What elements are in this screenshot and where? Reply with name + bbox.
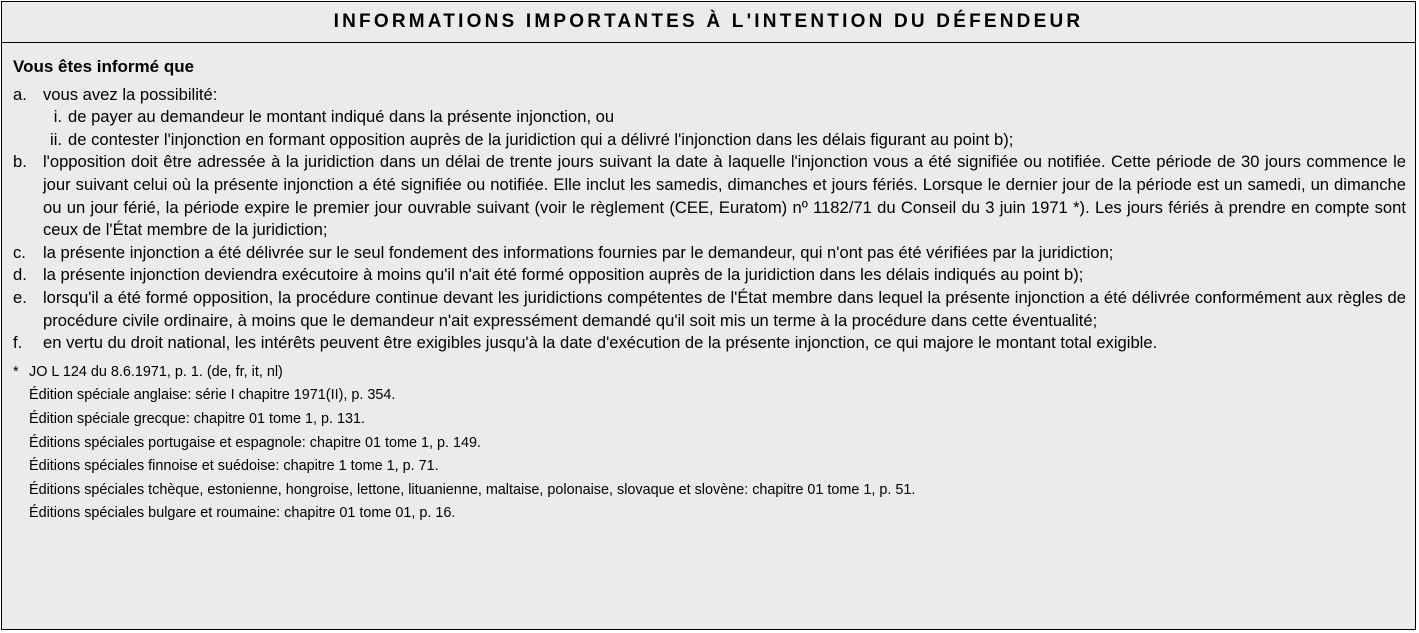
list-item-b [13, 151, 1406, 241]
list-item-text: en vertu du droit national, les intérêts peuvent être exigibles jusqu'à la date d'exécution de la présente injonction, ce qui majore le montant total exigible. [43, 333, 1158, 353]
list-marker: e. [13, 287, 27, 307]
list-marker: f. [13, 333, 23, 353]
list-item-f [13, 332, 1406, 355]
footnote-marker: * [13, 363, 19, 380]
list-marker: c. [13, 242, 26, 262]
list-marker: a. [13, 84, 27, 104]
sub-item-text: de contester l'injonction en formant opposition auprès de la juridiction qui a délivré l'injonction dans les délais figurant au point b); [68, 129, 1014, 149]
footnote-line: Édition spéciale grecque: chapitre 01 tome 1, p. 131. [29, 410, 365, 427]
list-item-a [13, 84, 1406, 107]
title-bar [2, 2, 1415, 43]
footnote-block [13, 361, 1406, 526]
list-item-text: vous avez la possibilité: [43, 84, 218, 104]
sub-item-ii [43, 129, 1406, 152]
sub-marker: ii. [50, 129, 62, 149]
list-item-d [13, 264, 1406, 287]
footnote-line: Éditions spéciales tchèque, estonienne, hongroise, lettone, lituanienne, maltaise, polonaise, slovaque et slovène: chapitre 01 tome 1, p. 51. [29, 481, 916, 498]
list-marker: d. [13, 265, 27, 285]
intro-heading: Vous êtes informé que [13, 57, 195, 76]
list-item-c [13, 242, 1406, 265]
notice-title: INFORMATIONS IMPORTANTES À L'INTENTION DU DÉFENDEUR [333, 11, 1084, 32]
footnote-first-row [13, 361, 1406, 385]
list-item-e [13, 287, 1406, 332]
notice-box [1, 1, 1416, 630]
list-marker: b. [13, 152, 27, 172]
sub-item-text: de payer au demandeur le montant indiqué dans la présente injonction, ou [68, 107, 615, 127]
notice-content [2, 43, 1415, 526]
footnote-line: Éditions spéciales finnoise et suédoise: chapitre 1 tome 1, p. 71. [29, 458, 439, 475]
footnote-line: JO L 124 du 8.6.1971, p. 1. (de, fr, it, nl) [29, 363, 283, 380]
list-item-text: lorsqu'il a été formé opposition, la procédure continue devant les juridictions compétentes de l'État membre dans lequel la présente injonction a été délivrée conformément aux règles de procédure civile ordinaire, à moins que le demandeur n'ait expressément demandé qu'il soit mis un terme à la procédure dans cette éventualité; [43, 287, 1406, 330]
sub-item-i [43, 106, 1406, 129]
list-item-text: la présente injonction a été délivrée sur le seul fondement des informations fournies par le demandeur, qui n'ont pas été vérifiées par la juridiction; [43, 242, 1114, 262]
footnote-line: Éditions spéciales portugaise et espagnole: chapitre 01 tome 1, p. 149. [29, 434, 481, 451]
footnote-line: Éditions spéciales bulgare et roumaine: chapitre 01 tome 01, p. 16. [29, 505, 456, 522]
footnote-line: Édition spéciale anglaise: série I chapitre 1971(II), p. 354. [29, 387, 396, 404]
sub-marker: i. [53, 107, 62, 127]
list-item-text: l'opposition doit être adressée à la juridiction dans un délai de trente jours suivant la date à laquelle l'injonction vous a été signifiée ou notifiée. Cette période de 30 jours commence le jour suivant celui où la présente injonction a été signifiée ou notifiée. Elle inclut les samedis, dimanches et jours fériés. Lorsque le dernier jour de la période est un samedi, un dimanche ou un jour férié, la période expire le premier jour ouvrable suivant (voir le règlement (CEE, Euratom) nº 1182/71 du Conseil du 3 juin 1971 *). Les jours fériés à prendre en compte sont ceux de l'État membre de la juridiction; [43, 152, 1406, 240]
list-item-text: la présente injonction deviendra exécutoire à moins qu'il n'ait été formé opposition auprès de la juridiction dans les délais indiqués au point b); [43, 265, 1084, 285]
